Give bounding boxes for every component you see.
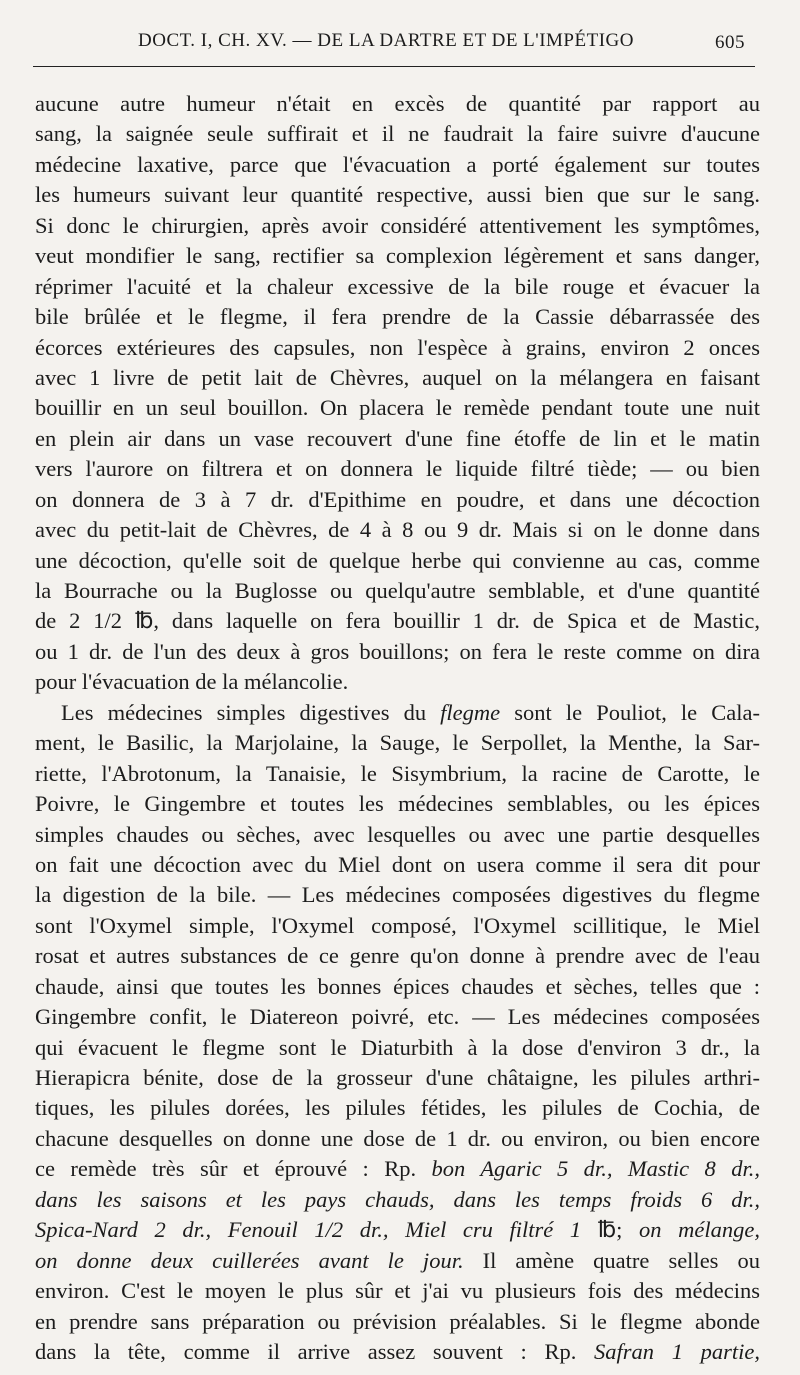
text-segment: sont le Pouliot, le Cala-	[500, 699, 760, 725]
text-line	[35, 1307, 760, 1337]
text-segment: chaude, ainsi que toutes les bonnes épices chaudes et sèches, telles que :	[35, 973, 760, 999]
text-segment: Il amène quatre selles ou	[463, 1247, 760, 1273]
text-segment: sont l'Oxymel simple, l'Oxymel composé, l'Oxymel scillitique, le Miel	[35, 912, 760, 938]
text-segment: on fait une décoction avec du Miel dont on usera comme il sera dit pour	[35, 851, 760, 877]
text-line	[35, 1246, 760, 1276]
text-line	[35, 880, 760, 910]
text-line	[35, 241, 760, 271]
text-segment: environ. C'est le moyen le plus sûr et j'ai vu plusieurs fois des médecins	[35, 1278, 760, 1304]
text-segment: la Bourrache ou la Buglosse ou quelqu'autre semblable, et d'une quantité	[35, 578, 760, 603]
text-segment: dans la tête, comme il arrive assez souvent : Rp.	[35, 1338, 595, 1364]
text-segment: écorces extérieures des capsules, non l'espèce à grains, environ 2 onces	[35, 334, 760, 360]
text-segment: avec du petit-lait de Chèvres, de 4 à 8 ou 9 dr. Mais si on le donne dans	[35, 517, 760, 543]
text-segment: Si donc le chirurgien, après avoir considéré attentivement les symptômes,	[35, 212, 760, 238]
text-line	[35, 393, 760, 423]
text-line	[35, 820, 760, 850]
text-line	[35, 698, 760, 728]
text-line	[35, 424, 760, 454]
text-segment: en prendre sans préparation ou prévision préalables. Si le flegme abonde	[35, 1308, 760, 1334]
text-line	[35, 606, 760, 636]
text-line	[35, 759, 760, 789]
text-line	[35, 119, 760, 149]
body-text	[35, 89, 760, 1367]
text-segment: Les médecines simples digestives du	[61, 699, 441, 725]
text-line	[35, 1185, 760, 1215]
text-segment: on donnera de 3 à 7 dr. d'Epithime en poudre, et dans une décoction	[35, 486, 760, 512]
text-line	[35, 728, 760, 758]
text-segment: tiques, les pilules dorées, les pilules fétides, les pilules de Cochia, de	[35, 1095, 760, 1121]
text-segment: réprimer l'acuité et la chaleur excessive de la bile rouge et évacuer la	[35, 273, 760, 299]
text-segment: Gingembre confit, le Diatereon poivré, etc. — Les médecines composées	[35, 1004, 760, 1030]
text-line	[35, 150, 760, 180]
text-line	[35, 850, 760, 880]
text-segment: une décoction, qu'elle soit de quelque herbe qui convienne au cas, comme	[35, 547, 760, 573]
text-segment: riette, l'Abrotonum, la Tanaisie, le Sisymbrium, la racine de Carotte, le	[35, 760, 760, 786]
text-line	[35, 333, 760, 363]
italic-text-segment: Spica-Nard 2 dr., Fenouil 1/2 dr., Miel cru filtré 1	[35, 1217, 598, 1243]
text-line	[35, 941, 760, 971]
text-segment: veut mondifier le sang, rectifier sa complexion légèrement et sans danger,	[35, 243, 760, 269]
text-segment: en plein air dans un vase recouvert d'une fine étoffe de lin et le matin	[35, 425, 760, 451]
text-segment: simples chaudes ou sèches, avec lesquelles ou avec une partie desquelles	[35, 821, 760, 847]
italic-text-segment: dans les saisons et les pays chauds, dans les temps froids 6 dr.,	[35, 1186, 760, 1212]
text-segment: avec 1 livre de petit lait de Chèvres, auquel on la mélangera en faisant	[35, 364, 760, 390]
text-segment: ment, le Basilic, la Marjolaine, la Sauge, le Serpollet, la Menthe, la Sar-	[35, 730, 760, 756]
italic-text-segment: Safran 1 partie,	[594, 1338, 760, 1364]
text-segment: sang, la saignée seule suffirait et il ne faudrait la faire suivre d'aucune	[35, 121, 760, 147]
text-line	[35, 1002, 760, 1032]
text-line	[35, 1063, 760, 1093]
text-line	[35, 1337, 760, 1367]
text-line	[35, 1124, 760, 1154]
text-segment: ce remède très sûr et éprouvé : Rp.	[35, 1156, 432, 1182]
text-segment: ou 1 dr. de l'un des deux à gros bouillons; on fera le reste comme on dira	[35, 638, 760, 664]
text-line	[35, 515, 760, 545]
text-segment: de 2 1/2 ℔, dans laquelle on fera bouillir 1 dr. de Spica et de Mastic,	[35, 608, 760, 634]
text-line	[35, 667, 760, 697]
text-line	[35, 485, 760, 515]
text-line	[35, 1215, 760, 1245]
text-segment: la digestion de la bile. — Les médecines composées digestives du flegme	[35, 882, 760, 908]
italic-text-segment: flegme	[440, 699, 501, 725]
header-rule	[33, 66, 755, 67]
page-header	[35, 30, 755, 60]
text-segment: vers l'aurore on filtrera et on donnera le liquide filtré tiède; — ou bien	[35, 456, 760, 482]
italic-text-segment: on mélange,	[639, 1217, 760, 1243]
page-number: 605	[715, 32, 745, 53]
text-line	[35, 302, 760, 332]
text-line	[35, 1093, 760, 1123]
text-line	[35, 546, 760, 576]
text-line	[35, 1154, 760, 1184]
text-segment: rosat et autres substances de ce genre qu'on donne à prendre avec de l'eau	[35, 943, 760, 969]
running-title: DOCT. I, CH. XV. — DE LA DARTRE ET DE L'IMPÉTIGO	[138, 30, 634, 51]
text-line	[35, 180, 760, 210]
text-line	[35, 272, 760, 302]
italic-text-segment: bon Agaric 5 dr., Mastic 8 dr.,	[431, 1156, 761, 1182]
text-line	[35, 363, 760, 393]
text-segment: chacune desquelles on donne une dose de 1 dr. ou environ, ou bien encore	[35, 1125, 760, 1151]
text-segment: Hierapicra bénite, dose de la grosseur d'une châtaigne, les pilules arthri-	[35, 1065, 760, 1090]
text-line	[35, 576, 760, 606]
text-segment: pour l'évacuation de la mélancolie.	[35, 669, 349, 695]
text-segment: ℔;	[597, 1217, 640, 1243]
italic-text-segment: on donne deux cuillerées avant le jour.	[35, 1247, 464, 1273]
text-segment: aucune autre humeur n'était en excès de quantité par rapport au	[35, 91, 760, 116]
text-line	[35, 1276, 760, 1306]
text-line	[35, 1033, 760, 1063]
text-line	[35, 454, 760, 484]
text-line	[35, 89, 760, 119]
text-line	[35, 972, 760, 1002]
text-segment: qui évacuent le flegme sont le Diaturbith à la dose d'environ 3 dr., la	[35, 1034, 760, 1060]
text-segment: les humeurs suivant leur quantité respective, aussi bien que sur le sang.	[35, 182, 760, 208]
text-line	[35, 211, 760, 241]
text-segment: bile brûlée et le flegme, il fera prendre de la Cassie débarrassée des	[35, 304, 760, 330]
text-line	[35, 789, 760, 819]
text-segment: Poivre, le Gingembre et toutes les médecines semblables, ou les épices	[35, 791, 760, 817]
text-line	[35, 637, 760, 667]
text-segment: bouillir en un seul bouillon. On placera le remède pendant toute une nuit	[35, 395, 760, 421]
text-line	[35, 911, 760, 941]
text-segment: médecine laxative, parce que l'évacuation a porté également sur toutes	[35, 151, 760, 177]
